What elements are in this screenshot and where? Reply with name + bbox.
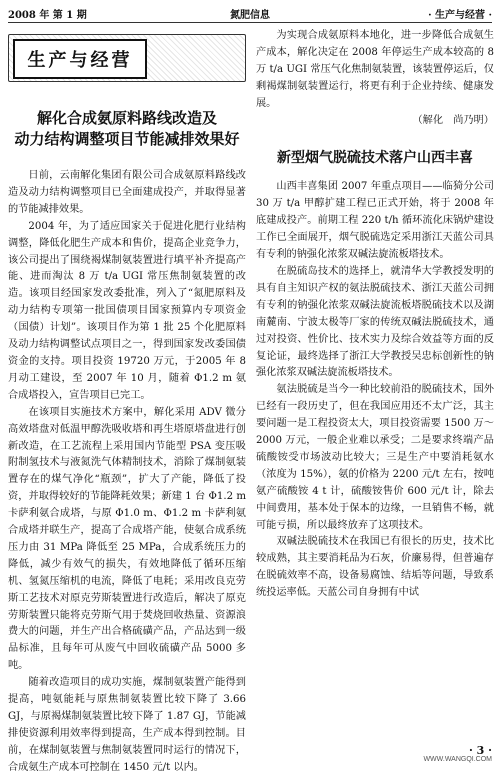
- article2-paragraph: 氨法脱硫是当今一种比较前沿的脱硫技术，国外已经有一段历史了，但在我国应用还不太广泛，其主要问题一是工程投资太大，项目投资需要 1500 万～2000 万元，一般企业难以承受；二是要求终端产品硫酸铵受市场波动比较大；三是生产中要消耗氨水（浓度为 15%），氨的价格为 2200 元/t 左右，按吨氨产硫酸铵 4 t 计，硫酸铵售价 600 元/t 计，除去中间费用，基本处于保本的边缘，一旦销售不畅，就可能亏损，所以最终放弃了这项技术。: [256, 384, 494, 531]
- section-banner: [8, 34, 246, 82]
- section-label: · 生产与经营 ·: [428, 10, 492, 21]
- watermark-url: WWW.WANGQI.COM: [423, 756, 492, 763]
- article2-paragraph: 双碱法脱硫技术在我国已有很长的历史，技术比较成熟，其主要消耗品为石灰，价廉易得，但普遍存在脱硫效率不高，设备易腐蚀、结垢等问题，导致系统投运率低。天蓝公司自身拥有中试: [256, 536, 494, 599]
- article-paragraph: 随着改造项目的成功实施，煤制氨装置产能得到提高，吨氨能耗与原焦制氨装置比较下降了 3.66 GJ，与原褐煤制氨装置比较下降了 1.87 GJ，节能减排使资源利用效率得到提高，生产成本得到控制。目前，在煤制氨装置与焦制氨装置同时运行的情况下，合成氨生产成本可控制在 1450 元/t 以内。: [8, 677, 246, 773]
- left-column: [8, 28, 246, 777]
- journal-name: 氮肥信息: [230, 10, 270, 21]
- article2-title: 新型烟气脱硫技术落户山西丰喜: [277, 149, 473, 166]
- article-paragraph: 日前，云南解化集团有限公司合成氨原料路线改造及动力结构调整项目已全面建成投产，并取得显著的节能减排效果。: [8, 170, 246, 215]
- issue-label: 2008 年 第 1 期: [8, 10, 87, 21]
- article2-paragraph: 在脱硫岛技术的选择上，就清华大学教授发明的具有自主知识产权的氨法脱硫技术、浙江天蓝公司拥有专利的钠强化浓浆双碱法旋流板塔脱硫技术以及湖南麓南、宁波太极等厂家的传统双碱法脱硫技术，通过对投资、性价比、技术实力及综合效益等方面的反复论证，最终选择了浙江大学教授吴忠标创新性的钠强化浓浆双碱法旋流板塔技术。: [256, 265, 494, 379]
- article-title: [8, 108, 246, 150]
- article2-paragraph: 山西丰喜集团 2007 年重点项目——临猗分公司 30 万 t/a 甲醇扩建工程已正式开始，将于 2008 年底建成投产。前期工程 220 t/h 循环流化床锅炉建设工作已全面展开，烟气脱硫选定采用浙江天蓝公司具有专利的钠强化浓浆双碱法旋流板塔技术。: [256, 181, 494, 261]
- article-title-line2: 动力结构调整项目节能减排效果好: [14, 131, 240, 148]
- page-number: · 3 ·: [469, 744, 492, 757]
- page-header: [8, 0, 492, 23]
- article-signature: （解化 尚乃明）: [412, 114, 494, 126]
- article-title-line1: 解化合成氨原料路线改造及: [36, 110, 217, 127]
- article-paragraph: 2004 年，为了适应国家关于促进化肥行业结构调整，降低化肥生产成本和售价，提高企业竞争力，该公司提出了围绕褐煤制氨装置进行填平补齐提高产能、进而淘汰 8 万 t/a UGI 常压焦制氨装置的改造。该项目经国家发改委批准，列入了“氮肥原料及动力结构专项第一批国债项目国家预算内专项资金（国债）计划”。该项目作为第 1 批 25 个化肥原料及动力结构调整试点项目之一，得到国家发改委国债资金的支持。项目投资 19720 万元，于2005 年 8 月动工建设，至 2007 年 10 月，随着 Φ1.2 m 氨合成塔投入，宣告项目已完工。: [8, 220, 246, 401]
- section-banner-title: 生产与经营: [13, 39, 147, 79]
- article-paragraph: 为实现合成氨原料本地化，进一步降低合成氨生产成本，解化决定在 2008 年停运生产成本较高的 8 万 t/a UGI 常压气化焦制氨装置，该装置停运后，仅剩褐煤制氨装置运行，将更有利于企业持续、健康发展。: [256, 30, 494, 109]
- right-column: [256, 28, 494, 602]
- article-paragraph: 在该项目实施技术方案中，解化采用 ADV 微分高效塔盘对低温甲醇洗吸收塔和再生塔原塔盘进行创新改造，在工艺流程上采用国内节能型 PSA 变压吸附制氢技术与液氮洗气体精制技术，消除了煤制氨装置存在的煤气净化“瓶颈”，扩大了产能，降低了投资，并取得较好的节能降耗效果；新建 1 台 Φ1.2 m 卡萨利氨合成塔，与原 Φ1.0 m、Φ1.2 m 卡萨利氨合成塔并联生产，提高了合成塔产能，使氨合成系统压力由 31 MPa 降低至 25 MPa，合成系统压力的降低，减少有效气的损失，有效地降低了循环压缩机、氢氮压缩机的电流，降低了电耗；采用改良克劳斯工艺技术对原克劳斯装置进行改造后，解决了原克劳斯装置只能将克劳斯气用于焚烧回收热量、资源浪费大的问题，并生产出合格硫磺产品，产品达到一级品标准，且每年可从废气中回收硫磺产品 5000 多吨。: [8, 406, 246, 672]
